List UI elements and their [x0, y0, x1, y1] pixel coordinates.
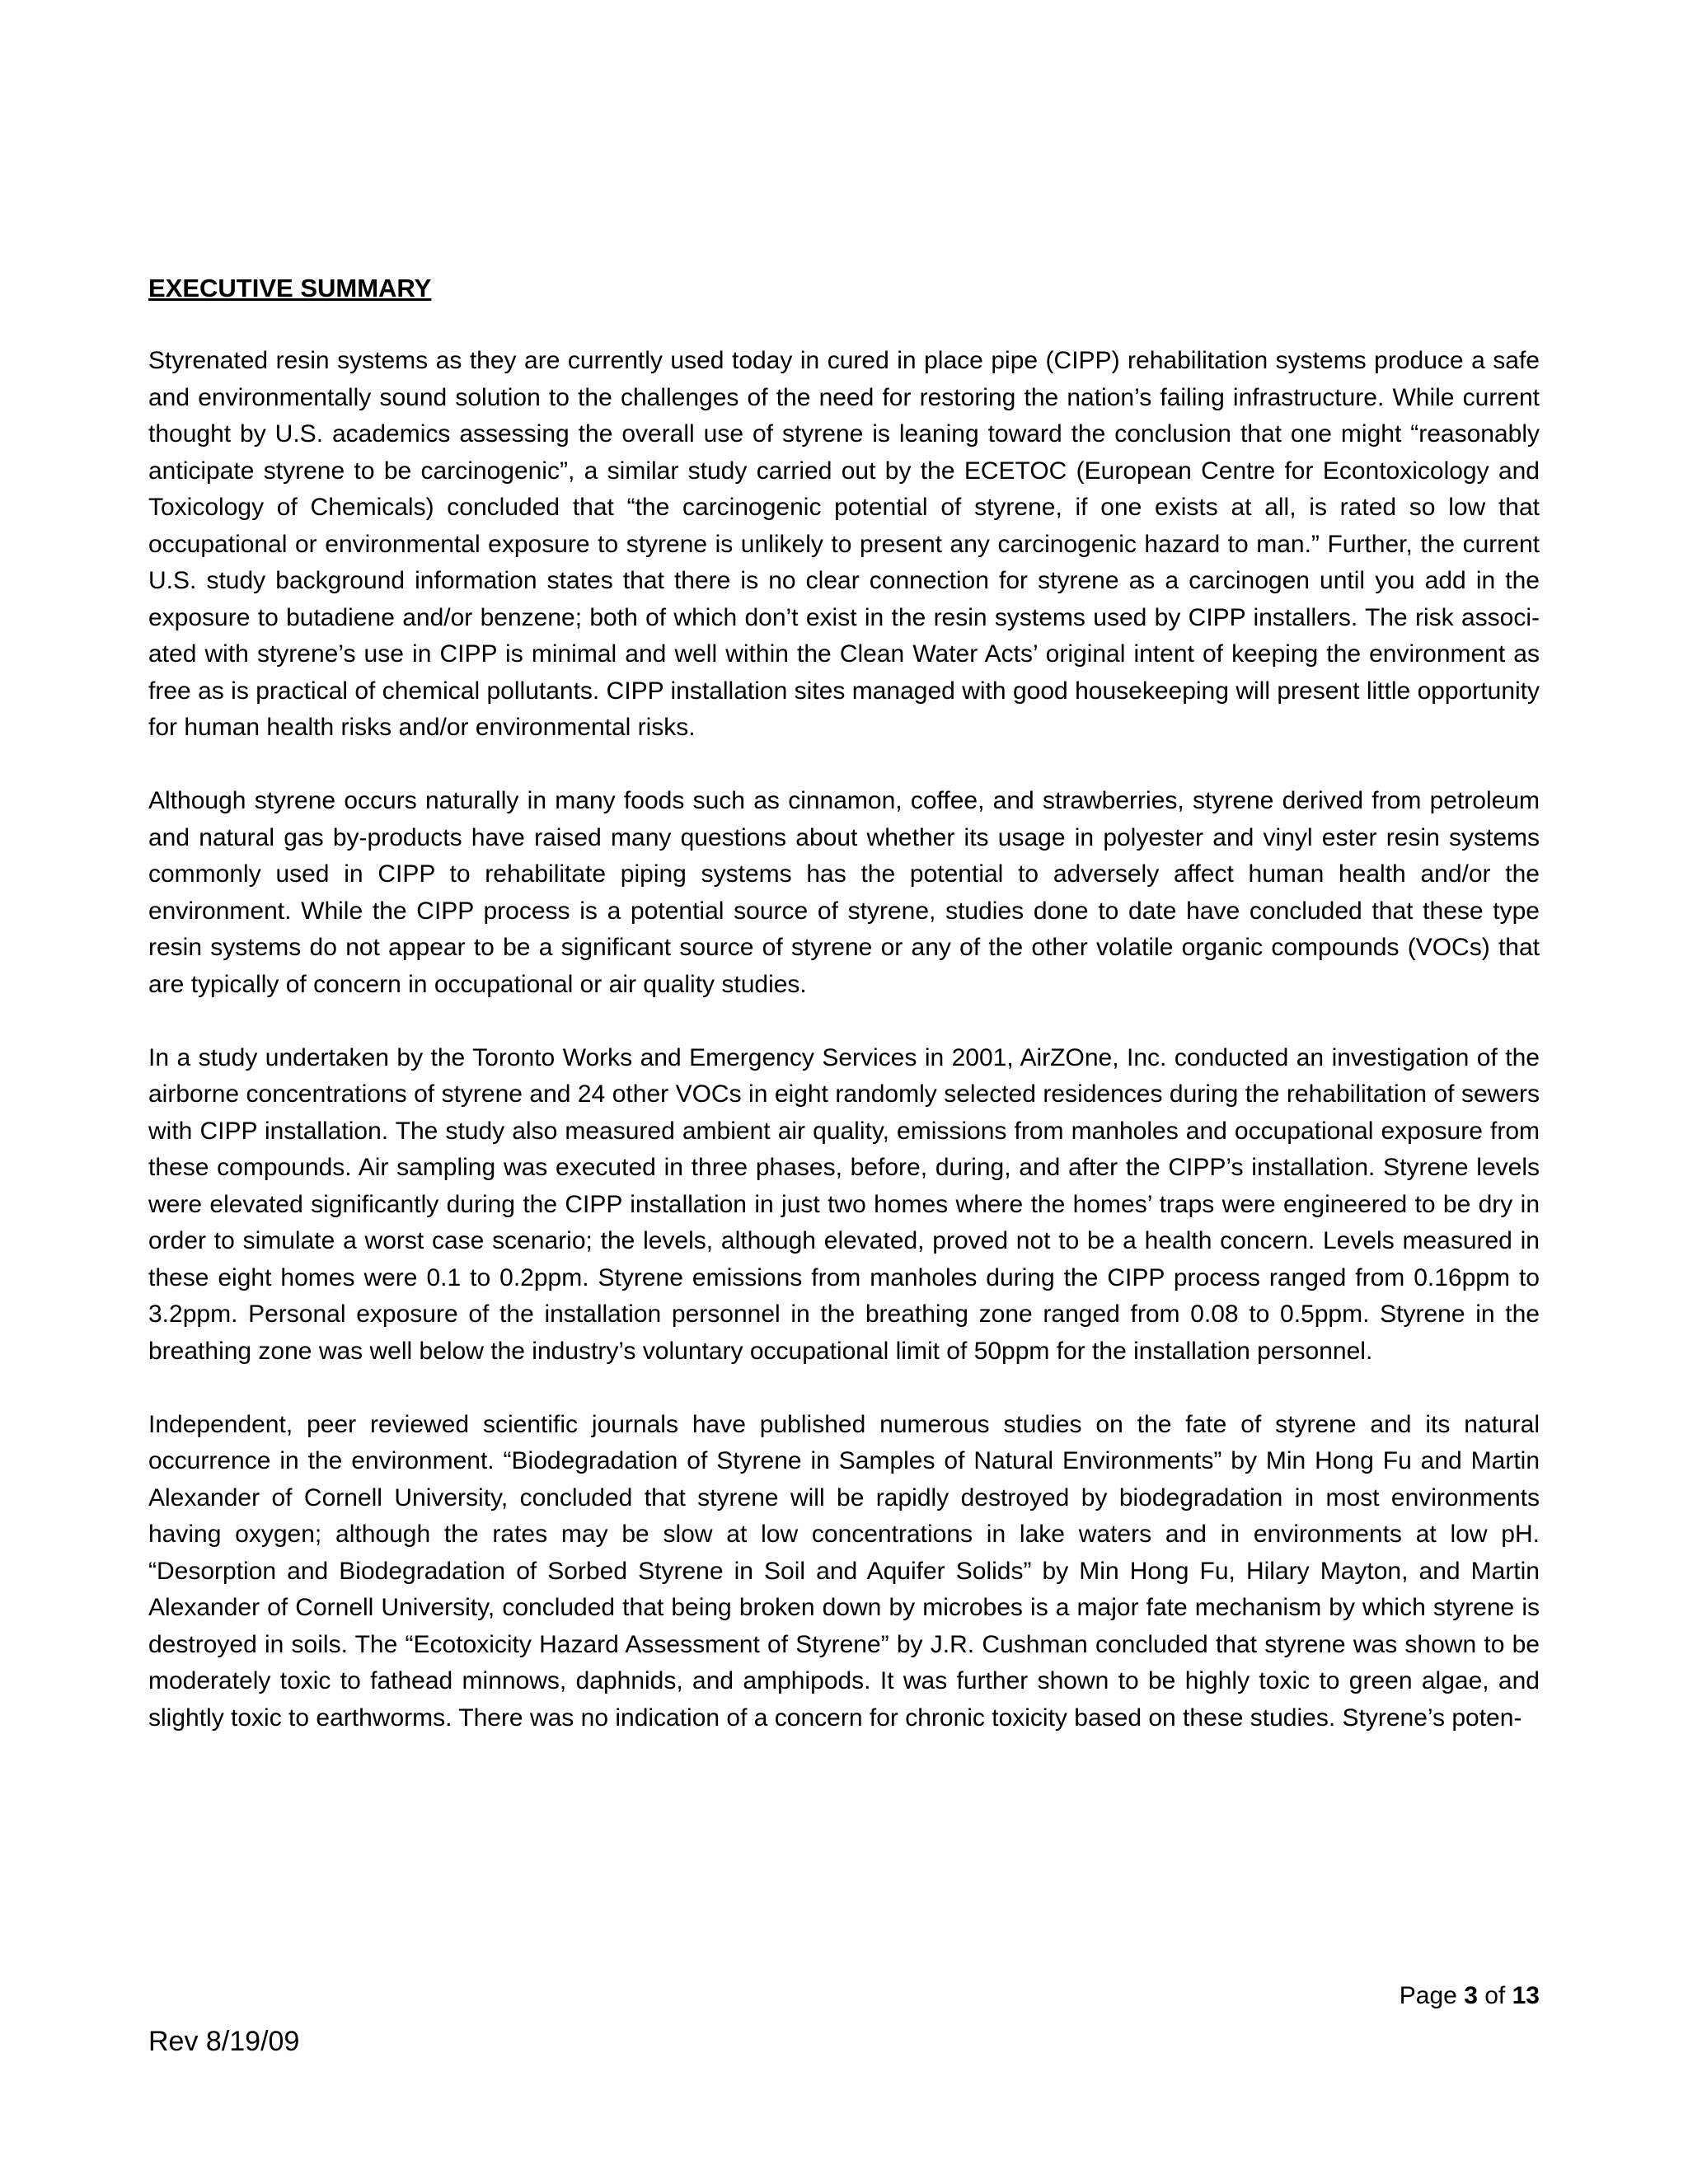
page-content: [148, 270, 1540, 1736]
page-current: 3: [1464, 1982, 1478, 2009]
page-word: Page: [1399, 1982, 1457, 2009]
section-heading: EXECUTIVE SUMMARY: [148, 274, 432, 302]
paragraph-3: In a study undertaken by the Toronto Works and Emergency Services in 2001, AirZOne, Inc. conducted an investigation of the airborne concentrations of styrene and 24 other VOCs in eight randomly selected residences during the rehabilitation of sewers with CIPP installation. The study also measured ambient air quality, emissions from manholes and occupational exposure from these compounds. Air sampling was executed in three phases, before, during, and after the CIPP’s installation. Styrene levels were elevated significantly during the CIPP installation in just two homes where the homes’ traps were engineered to be dry in order to simulate a worst case scenario; the levels, although elevated, proved not to be a health concern. Levels measured in these eight homes were 0.1 to 0.2ppm. Styrene emissions from manholes during the CIPP process ranged from 0.16ppm to 3.2ppm. Personal exposure of the installation personnel in the breathing zone ranged from 0.08 to 0.5ppm. Styrene in the breathing zone was well below the industry’s voluntary occupational limit of 50ppm for the installation personnel.: [148, 1043, 1540, 1365]
paragraph-2: Although styrene occurs naturally in many foods such as cinnamon, coffee, and strawberries, styrene derived from petroleum and natural gas by-products have raised many questions about whether its usage in polyester and vinyl ester resin systems commonly used in CIPP to rehabilitate piping systems has the potential to adversely affect human health and/or the environment. While the CIPP process is a potential source of styrene, studies done to date have concluded that these type resin systems do not appear to be a significant source of styrene or any of the other volatile organic compounds (VOCs) that are typically of concern in occupational or air quality studies.: [148, 787, 1540, 998]
page-number: [1400, 1980, 1540, 2013]
paragraph-1: Styrenated resin systems as they are currently used today in cured in place pipe (CIPP) rehabilitation systems produce a safe and environmentally sound solution to the challenges of the need for restoring the nation’s failing infrastructure. While current thought by U.S. academics assessing the overall use of styrene is leaning toward the conclusion that one might “reasonably anticipate styrene to be carcinogenic”, a similar study carried out by the ECETOC (European Centre for Econtoxicology and Toxicology of Chemicals) concluded that “the carcinogenic potential of styrene, if one exists at all, is rated so low that occupational or environmental exposure to styrene is unlikely to present any carcinogenic hazard to man.” Further, the current U.S. study background information states that there is no clear connection for styrene as a carcinogen until you add in the exposure to butadiene and/or benzene; both of which don’t exist in the resin systems used by CIPP installers. The risk associated with styrene’s use in CIPP is minimal and well within the Clean Water Acts’ original intent of keeping the environment as free as is practical of chemical pollutants. CIPP installation sites managed with good housekeeping will present little opportunity for human health risks and/or environmental risks.: [148, 347, 1540, 741]
page-total: 13: [1512, 1982, 1540, 2009]
paragraph-4: Independent, peer reviewed scientific journals have published numerous studies on the fate of styrene and its natural occurrence in the environment. “Biodegradation of Styrene in Samples of Natural Environments” by Min Hong Fu and Martin Alexander of Cornell University, concluded that styrene will be rapidly destroyed by biodegradation in most environments having oxygen; although the rates may be slow at low concentrations in lake waters and in environments at low pH. “Desorption and Biodegradation of Sorbed Styrene in Soil and Aquifer Solids” by Min Hong Fu, Hilary Mayton, and Martin Alexander of Cornell University, concluded that being broken down by microbes is a major fate mechanism by which styrene is destroyed in soils. The “Ecotoxicity Hazard Assessment of Styrene” by J.R. Cushman concluded that styrene was shown to be moderately toxic to fathead minnows, daphnids, and amphipods. It was further shown to be highly toxic to green algae, and slightly toxic to earthworms. There was no indication of a concern for chronic toxicity based on these studies. Styrene’s poten-: [148, 1410, 1540, 1732]
revision-date: Rev 8/19/09: [148, 2026, 300, 2057]
of-word: of: [1484, 1982, 1506, 2009]
